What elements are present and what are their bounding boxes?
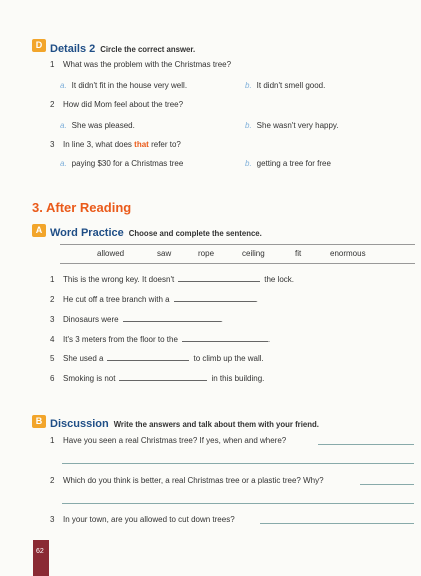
sentence-text: . [255,295,258,304]
question-text: Have you seen a real Christmas tree? If yes, when and where? [63,436,287,445]
word-bank-item: enormous [330,249,366,258]
discussion-question-1 [50,436,286,445]
details-header [50,39,195,57]
page-number-tab [33,540,49,576]
question-text: How did Mom feel about the tree? [63,100,184,109]
after-reading-title: 3. After Reading [32,200,132,215]
sentence-text: to climb up the wall. [193,354,264,363]
discussion-instruction: Write the answers and talk about them with your friend. [113,420,319,429]
section-a-badge: A [32,224,46,237]
answer-blank[interactable] [119,372,207,381]
discussion-header [50,414,319,432]
sentence-number: 6 [50,374,55,383]
word-bank-item: ceiling [242,249,265,258]
answer-line[interactable] [62,503,414,504]
sentence-1 [50,273,294,284]
word-practice-title: Word Practice [50,227,124,239]
page-number: 62 [36,548,44,555]
word-bank-item: allowed [97,249,125,258]
sentence-text: the lock. [264,275,295,284]
option-text: It didn't fit in the house very well. [71,81,188,90]
option-text: paying $30 for a Christmas tree [71,159,184,168]
sentence-text: He cut off a tree branch with a [63,295,170,304]
option-a[interactable] [60,81,187,90]
answer-blank[interactable] [107,352,189,361]
question-number: 2 [50,100,55,109]
discussion-question-3 [50,515,235,524]
discussion-question-2 [50,476,324,485]
answer-line[interactable] [260,523,414,524]
word-practice-instruction: Choose and complete the sentence. [128,229,262,238]
answer-blank[interactable] [123,313,221,322]
question-text: Which do you think is better, a real Christmas tree or a plastic tree? Why? [63,476,324,485]
question-number: 3 [50,515,55,524]
option-label: b. [245,159,252,168]
answer-blank[interactable] [174,293,256,302]
sentence-5 [50,352,264,363]
question-number: 2 [50,476,55,485]
section-d-badge: D [32,39,46,52]
question-text: In line 3, what does [63,140,132,149]
section-b-badge: B [32,415,46,428]
answer-line[interactable] [318,444,414,445]
sentence-number: 5 [50,354,55,363]
sentence-text: in this building. [211,374,265,383]
discussion-title: Discussion [50,418,109,430]
sentence-number: 2 [50,295,55,304]
sentence-text: . [267,335,271,344]
option-b[interactable] [245,159,331,168]
word-bank [60,244,415,264]
highlighted-word: that [134,140,149,149]
option-text: getting a tree for free [256,159,331,168]
option-b[interactable] [245,81,325,90]
sentence-text: It's 3 meters from the floor to the [63,335,178,344]
answer-line[interactable] [360,484,414,485]
option-b[interactable] [245,121,339,130]
details-question-1 [50,60,231,69]
sentence-number: 3 [50,315,55,324]
question-number: 3 [50,140,55,149]
option-label: a. [60,81,67,90]
answer-blank[interactable] [178,273,260,282]
sentence-2 [50,293,258,304]
word-bank-item: fit [295,249,302,258]
sentence-number: 4 [50,335,55,344]
question-number: 1 [50,60,55,69]
details-question-3 [50,140,181,149]
option-a[interactable] [60,121,135,130]
word-bank-item: saw [157,249,172,258]
word-practice-header [50,223,262,241]
answer-blank[interactable] [182,333,271,344]
option-text: She wasn't very happy. [256,121,339,130]
question-text: In your town, are you allowed to cut down trees? [63,515,235,524]
question-text: What was the problem with the Christmas tree? [63,60,232,69]
sentence-4 [50,333,270,344]
word-bank-item: rope [198,249,215,258]
option-text: She was pleased. [71,121,135,130]
answer-line[interactable] [62,463,414,464]
option-label: b. [245,121,252,130]
sentence-text: Dinosaurs were [63,315,119,324]
details-instruction: Circle the correct answer. [100,45,196,54]
details-question-2 [50,100,183,109]
question-number: 1 [50,436,55,445]
question-text: refer to? [151,140,181,149]
option-label: a. [60,121,67,130]
option-label: b. [245,81,252,90]
option-a[interactable] [60,159,183,168]
details-title: Details 2 [50,43,96,55]
sentence-number: 1 [50,275,55,284]
sentence-6 [50,372,264,383]
sentence-text: Smoking is not [63,374,116,383]
sentence-text: This is the wrong key. It doesn't [63,275,175,284]
option-text: It didn't smell good. [256,81,326,90]
option-label: a. [60,159,67,168]
sentence-text: She used a [63,354,104,363]
sentence-3 [50,313,223,324]
sentence-text: . [220,315,223,324]
